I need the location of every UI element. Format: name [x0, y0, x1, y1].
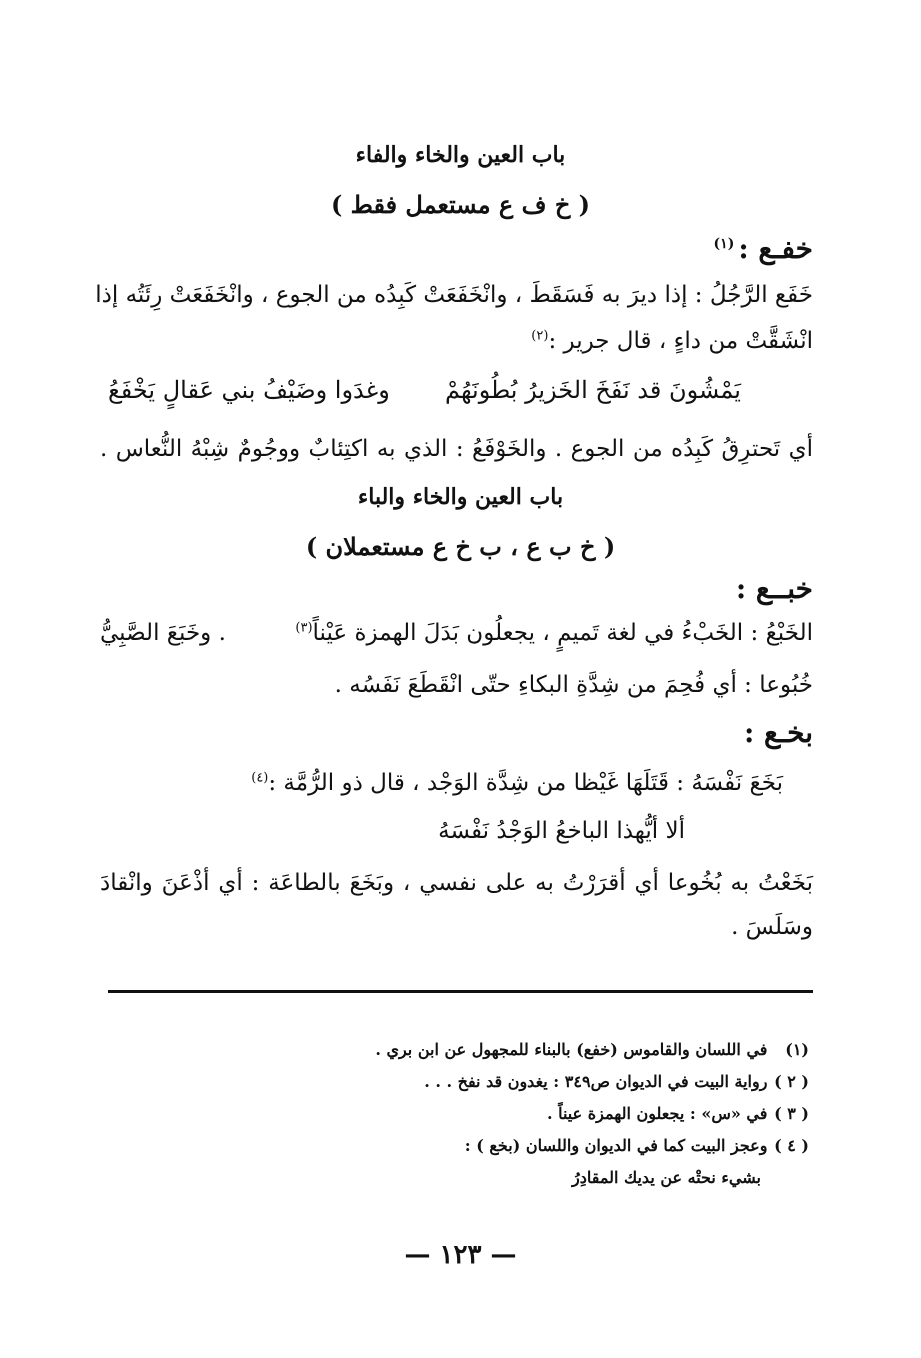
verse-first-hemistich: وغدَوا وضَيْفُ بني عَقالٍ يَخْفَعُ	[108, 376, 390, 404]
body-line: خُبُوعا : أي فُحِمَ من شِدَّةِ البكاءِ حتّى انْقَطَعَ نَفَسُه .	[334, 672, 813, 698]
verse-line: ألا أيُّهذا الباخعُ الوَجْدُ نَفْسَهُ	[438, 818, 685, 844]
footnote-number: ( ٣ )	[774, 1104, 809, 1123]
body-line	[100, 328, 813, 354]
body-text: الخَبْعُ : الخَبْءُ في لغة تَميمٍ ، يجعلُون بَدَلَ الهمزة عَيْناً	[312, 620, 813, 646]
footnote-number: ( ٢ )	[774, 1072, 809, 1091]
footnote-text: بشيء نحتْه عن يديك المقادِرُ	[572, 1168, 761, 1187]
footnote	[424, 1072, 809, 1091]
footnote-number: ( ٤ )	[774, 1136, 809, 1155]
footnote-ref: (٣)	[295, 620, 313, 636]
footnote-ref: (٤)	[251, 770, 269, 786]
body-line: بَخَعْتُ به بُخُوعا أي أقرَرْتُ به على نفسي ، وبَخَعَ بالطاعَة : أي أذْعَنَ وانْقادَ	[100, 870, 813, 896]
entry-headword	[714, 232, 813, 265]
footnote	[547, 1104, 809, 1123]
footnote-ref: (٢)	[531, 328, 549, 344]
footnote	[375, 1040, 809, 1059]
footnote-text: في اللسان والقاموس (خفع) بالبناء للمجهول عن ابن بري .	[375, 1040, 768, 1059]
body-text: . وخَبَعَ الصَّبِيُّ	[100, 620, 226, 646]
section-heading: باب العين والخاء والباء	[357, 484, 564, 510]
section-heading: باب العين والخاء والفاء	[355, 142, 566, 168]
body-line: خَفَع الرَّجُلُ : إذا ديرَ به فَسَقَطَ ، وانْخَفَعَتْ كَبِدُه من الجوع ، وانْخَفَعَتْ رِئَتُه إذا	[95, 282, 813, 308]
body-text: بَخَعَ نَفْسَهُ : قَتَلَهَا غَيْظا من شِدَّة الوَجْد ، قال ذو الرُّمَّة :	[268, 770, 783, 796]
page-number: — ١٢٣ —	[404, 1240, 517, 1270]
footnote-verse	[572, 1168, 761, 1187]
body-line	[251, 770, 783, 796]
section-subheading: ( خ ب ع ، ب خ ع مستعملان )	[305, 532, 616, 561]
footnote-text: وعجز البيت كما في الديوان واللسان (بخع ) :	[464, 1136, 768, 1155]
body-text: انْشَقَّتْ من داءٍ ، قال جرير :	[548, 328, 813, 354]
section-subheading: ( خ ف ع مستعمل فقط )	[330, 190, 591, 219]
body-line: أي تَحترِقُ كَبِدُه من الجوع . والخَوْفَعُ : الذي به اكتِئابٌ ووجُومٌ شِبْهُ النُّعاس .	[100, 436, 813, 462]
footnote-divider	[108, 990, 813, 993]
entry-word: خفـع :	[738, 232, 813, 265]
footnote-text: في «س» : يجعلون الهمزة عيناً .	[546, 1104, 768, 1123]
entry-headword: خبــع :	[735, 572, 813, 605]
entry-headword: بخـع :	[743, 716, 813, 749]
footnote-ref: (١)	[713, 235, 735, 252]
footnote	[465, 1136, 809, 1155]
footnote-number: (١)	[785, 1040, 809, 1059]
footnote-text: رواية البيت في الديوان ص٣٤٩ : يغدون قد نفخ . . .	[424, 1072, 768, 1091]
body-line: وسَلَسَ .	[731, 914, 813, 940]
verse-second-hemistich: يَمْشُونَ قد نَفَخَ الخَزيرُ بُطُونَهُمْ	[444, 376, 741, 404]
